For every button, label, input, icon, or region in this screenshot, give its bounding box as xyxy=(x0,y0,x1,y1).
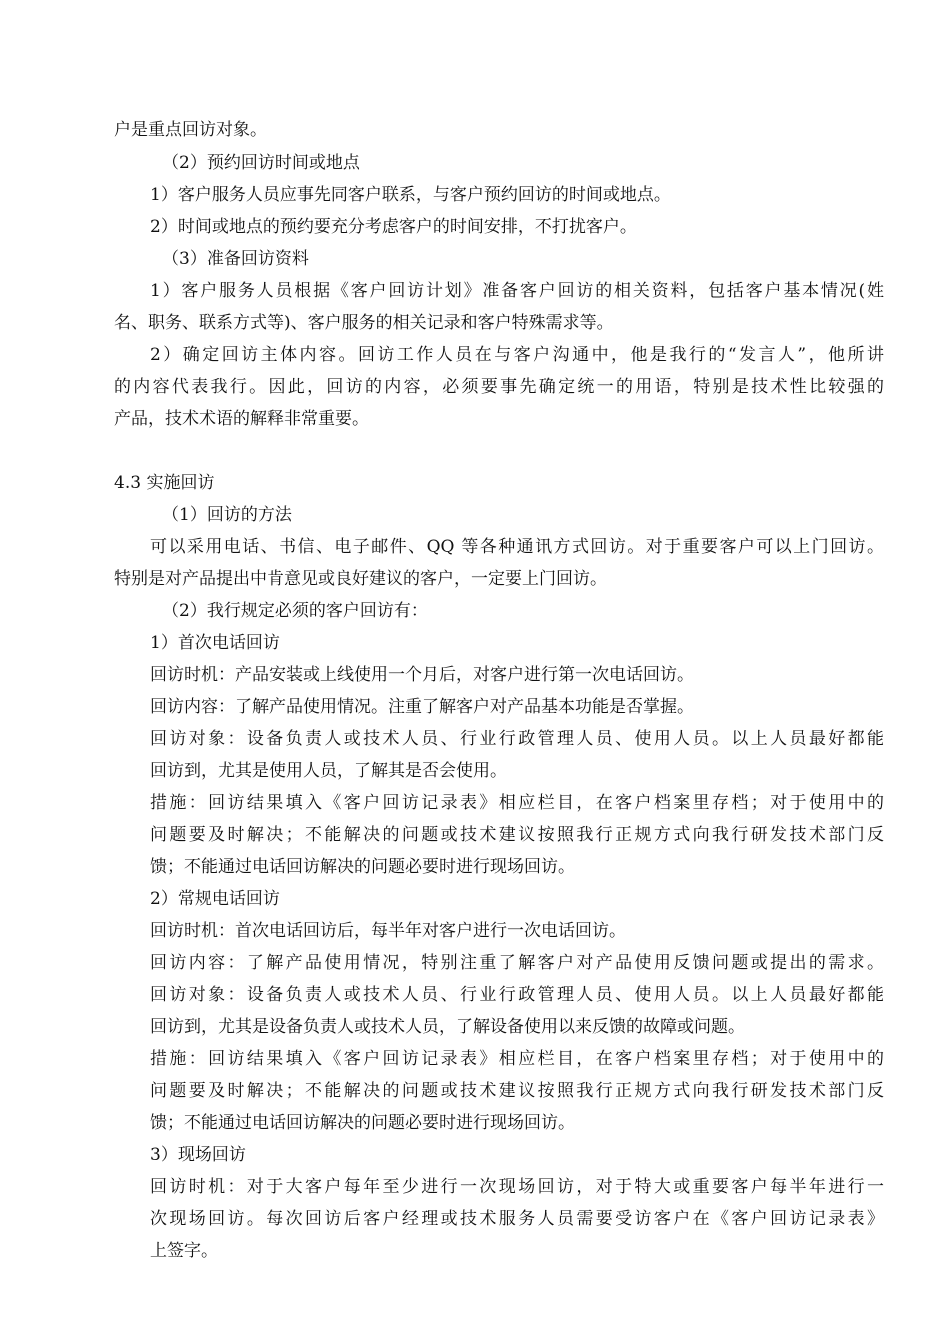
paragraph-line: 问题要及时解决；不能解决的问题或技术建议按照我行正规方式向我行研发技术部门反 xyxy=(150,825,884,845)
item-heading: 1）首次电话回访 xyxy=(150,633,280,653)
list-item: 1）客户服务人员根据《客户回访计划》准备客户回访的相关资料，包括客户基本情况(姓 xyxy=(150,281,884,301)
paragraph-line: 名、职务、联系方式等)、客户服务的相关记录和客户特殊需求等。 xyxy=(114,313,614,333)
paragraph-line: 次现场回访。每次回访后客户经理或技术服务人员需要受访客户在《客户回访记录表》 xyxy=(150,1209,884,1229)
paragraph-line: 回访时机：产品安装或上线使用一个月后，对客户进行第一次电话回访。 xyxy=(150,665,694,685)
list-item: 1）客户服务人员应事先同客户联系，与客户预约回访的时间或地点。 xyxy=(150,185,671,205)
paragraph-line: 回访对象：设备负责人或技术人员、行业行政管理人员、使用人员。以上人员最好都能 xyxy=(150,729,884,749)
subsection-heading: （1）回访的方法 xyxy=(162,505,292,525)
subsection-heading: （3）准备回访资料 xyxy=(162,249,309,269)
paragraph-line: 回访到，尤其是使用人员，了解其是否会使用。 xyxy=(150,761,507,781)
paragraph-line: 回访时机：首次电话回访后，每半年对客户进行一次电话回访。 xyxy=(150,921,626,941)
paragraph-line: 回访对象：设备负责人或技术人员、行业行政管理人员、使用人员。以上人员最好都能 xyxy=(150,985,884,1005)
paragraph-line: 特别是对产品提出中肯意见或良好建议的客户，一定要上门回访。 xyxy=(114,569,607,589)
paragraph-line: 回访内容：了解产品使用情况。注重了解客户对产品基本功能是否掌握。 xyxy=(150,697,694,717)
paragraph-line: 回访到，尤其是设备负责人或技术人员，了解设备使用以来反馈的故障或问题。 xyxy=(150,1017,745,1037)
paragraph-line: 回访内容：了解产品使用情况，特别注重了解客户对产品使用反馈问题或提出的需求。 xyxy=(150,953,884,973)
subsection-heading: （2）预约回访时间或地点 xyxy=(162,153,360,173)
paragraph-line: 馈；不能通过电话回访解决的问题必要时进行现场回访。 xyxy=(150,857,575,877)
paragraph-line: 产品，技术术语的解释非常重要。 xyxy=(114,409,369,429)
list-item: 2）时间或地点的预约要充分考虑客户的时间安排，不打扰客户。 xyxy=(150,217,637,237)
item-heading: 2）常规电话回访 xyxy=(150,889,280,909)
paragraph-line: 措施：回访结果填入《客户回访记录表》相应栏目，在客户档案里存档；对于使用中的 xyxy=(150,793,884,813)
section-heading: 4.3 实施回访 xyxy=(114,473,215,493)
paragraph-line: 措施：回访结果填入《客户回访记录表》相应栏目，在客户档案里存档；对于使用中的 xyxy=(150,1049,884,1069)
paragraph-line: 馈；不能通过电话回访解决的问题必要时进行现场回访。 xyxy=(150,1113,575,1133)
paragraph-line: 回访时机：对于大客户每年至少进行一次现场回访，对于特大或重要客户每半年进行一 xyxy=(150,1177,884,1197)
paragraph-line: 可以采用电话、书信、电子邮件、QQ 等各种通讯方式回访。对于重要客户可以上门回访。 xyxy=(150,537,884,557)
list-item: 2）确定回访主体内容。回访工作人员在与客户沟通中，他是我行的“发言人”，他所讲 xyxy=(150,345,884,365)
subsection-heading: （2）我行规定必须的客户回访有： xyxy=(162,601,428,621)
paragraph-line: 户是重点回访对象。 xyxy=(114,120,267,140)
paragraph-line: 上签字。 xyxy=(150,1241,218,1261)
paragraph-line: 的内容代表我行。因此，回访的内容，必须要事先确定统一的用语，特别是技术性比较强的 xyxy=(114,377,884,397)
paragraph-line: 问题要及时解决；不能解决的问题或技术建议按照我行正规方式向我行研发技术部门反 xyxy=(150,1081,884,1101)
item-heading: 3）现场回访 xyxy=(150,1145,246,1165)
